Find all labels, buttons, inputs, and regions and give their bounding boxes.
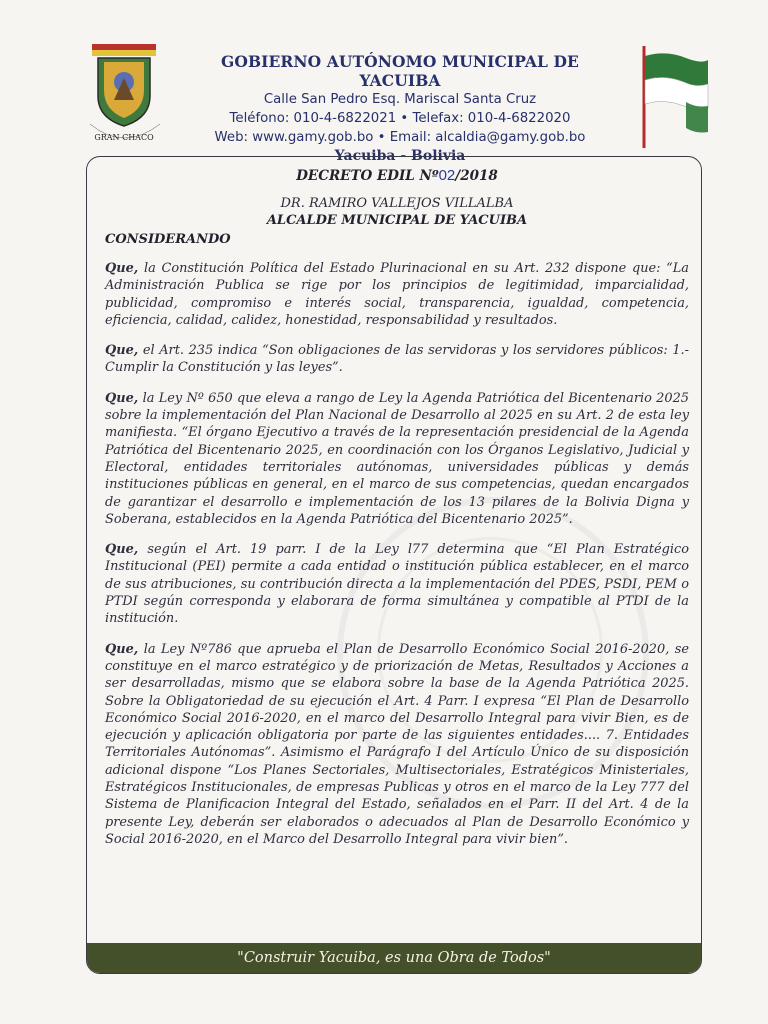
paragraph-lead: Que,: [105, 343, 139, 359]
paragraph-lead: Que,: [105, 390, 139, 406]
document-content: [105, 161, 689, 861]
signer-name: DR. RAMIRO VALLEJOS VILLALBA: [280, 196, 514, 211]
flag-icon: [636, 44, 716, 150]
decree-title: [105, 167, 689, 184]
paragraph-lead: Que,: [105, 542, 139, 558]
address-line: Calle San Pedro Esq. Mariscal Santa Cruz: [263, 92, 537, 107]
paragraph-3: [105, 390, 689, 528]
paragraph-4: [105, 541, 689, 627]
paragraph-text: el Art. 235 indica “Son obligaciones de las servidoras y los servidores públicos: 1.- Cumplir la Constitución y las leyes”.: [105, 343, 689, 376]
paragraph-lead: Que,: [105, 641, 139, 657]
phone-line: Teléfono: 010-4-6822021 • Telefax: 010-4-6822020: [229, 111, 571, 126]
logo-text: GRAN CHACO: [94, 133, 154, 142]
signer-role: ALCALDE MUNICIPAL DE YACUIBA: [266, 213, 528, 228]
paragraph-text: la Constitución Política del Estado Plurinacional en su Art. 232 dispone que: “La Administración Publica se rige por los principios de legitimidad, imparcialidad, publicidad, compromiso e interés social, transparencia, igualdad, competencia, eficiencia, calidad, calidez, honestidad, responsabilidad y resultados.: [105, 261, 689, 328]
paragraph-text: la Ley Nº 650 que eleva a rango de Ley la Agenda Patriótica del Bicentenario 2025 sobre la implementación del Plan Nacional de Desarrollo al 2025 en su Art. 2 de esta ley manifiesta. “El órgano Ejecutivo a través de la representación presidencial de la Agenda Patriótica del Bicentenario 2025, en coordinación con los Órganos Legislativo, Judicial y Electoral, entidades territoriales autónomas, universidades públicas y demás instituciones públicas en general, en el marco de sus competencias, quedan encargados de garantizar el desarrollo e implementación de los 13 pilares de la Bolivia Digna y Soberana, establecidos en la Agenda Patriótica del Bicentenario 2025”.: [105, 390, 689, 527]
city-line: Yacuiba - Bolivia: [334, 148, 466, 164]
footer-slogan: "Construir Yacuiba, es una Obra de Todos": [237, 950, 551, 966]
decree-suffix: /2018: [455, 168, 498, 184]
paragraph-text: según el Art. 19 parr. I de la Ley l77 determina que “El Plan Estratégico Institucional (PEI) permite a cada entidad o institución pública establecer, en el marco de sus atribuciones, su contribución directa a la implementación del PDES, PSDI, PEM o PTDI según corresponda y elaborara de forma simultánea y compatible al PTDI de la institución.: [105, 542, 689, 627]
paragraph-2: [105, 342, 689, 377]
paragraph-1: [105, 260, 689, 329]
organization-name: GOBIERNO AUTÓNOMO MUNICIPAL DE YACUIBA: [221, 52, 579, 90]
paragraph-lead: Que,: [105, 261, 139, 276]
decree-prefix: DECRETO EDIL Nº: [296, 168, 439, 184]
letterhead: [180, 52, 620, 164]
web-line: Web: www.gamy.gob.bo • Email: alcaldia@gamy.gob.bo: [214, 130, 586, 145]
decree-number: 02: [438, 167, 456, 184]
section-heading: CONSIDERANDO: [105, 232, 231, 247]
paragraph-5: [105, 641, 689, 849]
coat-of-arms-logo: [84, 40, 164, 150]
paragraph-text: la Ley Nº786 que aprueba el Plan de Desarrollo Económico Social 2016-2020, se constituye en el marco estratégico y de priorización de Metas, Resultados y Acciones a ser desarrolladas, mismo que se elabora sobre la base de la Agenda Patriótica 2025. Sobre la Obligatoriedad de su ejecución el Art. 4 Parr. I expresa “El Plan de Desarrollo Económico Social 2016-2020, en el marco del Desarrollo Integral para vivir Bien, es de ejecución y aplicación obligatoria por parte de las siguientes entidades.... 7. Entidades Territoriales Autónomas”. Asimismo el Parágrafo I del Artículo Único de su disposición adicional dispone “Los Planes Sectoriales, Multisectoriales, Estratégicos Ministeriales, Estratégicos Institucionales, de empresas Publicas y otros en el marco de la Ley 777 del Sistema de Planificacion Integral del Estado, señalados en el Parr. II del Art. 4 de la presente Ley, deberán ser elaborados o adecuados al Plan de Desarrollo Económico y Social 2016-2020, en el Marco del Desarrollo Integral para vivir bien”.: [105, 641, 689, 847]
document-frame: [86, 156, 702, 974]
footer-bar: [87, 943, 701, 973]
